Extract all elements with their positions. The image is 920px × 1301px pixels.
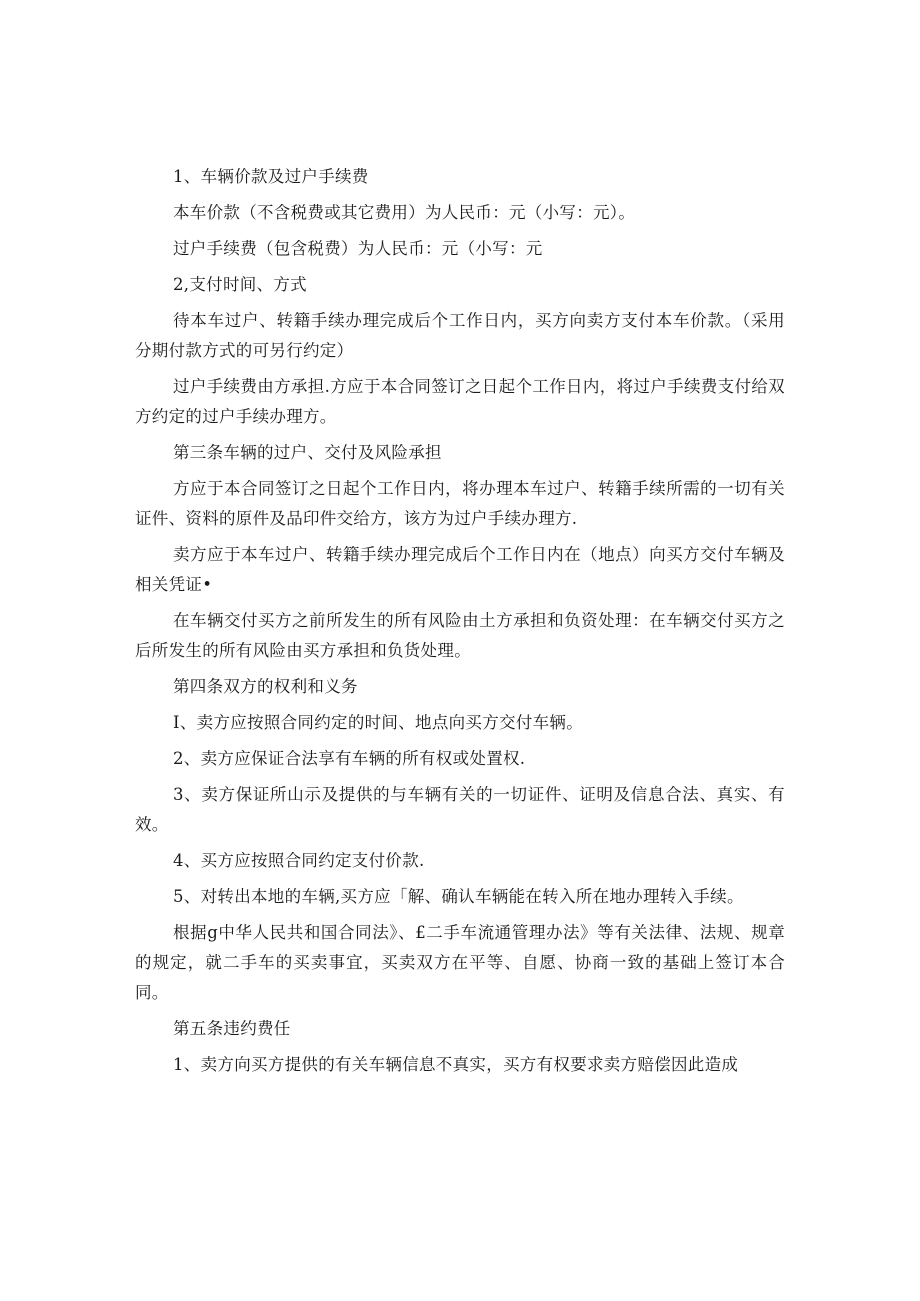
article-four-heading: 第四条双方的权利和义务 bbox=[173, 677, 358, 696]
clause-payment-terms: 待本车过户、转籍手续办理完成后个工作日内，买方向卖方支付本车价款。（采用分期付款方式的可另行约定） bbox=[135, 311, 785, 360]
clause-vehicle-delivery: 卖方应于本车过户、转籍手续办理完成后个工作日内在（地点）向买方交付车辆及相关凭证• bbox=[135, 545, 785, 594]
obligation-5: 5、对转出本地的车辆,买方应「解、确认车辆能在转入所在地办理转入手续。 bbox=[173, 887, 744, 906]
clause-transfer-fee: 过户手续费（包含税费）为人民币：元（小写：元 bbox=[173, 239, 543, 258]
clause-vehicle-price-heading: 1、车辆价款及过户手续费 bbox=[173, 167, 369, 186]
liability-1: 1、卖方向买方提供的有关车辆信息不真实，买方有权要求卖方赔偿因此造成 bbox=[173, 1055, 739, 1074]
obligation-3: 3、卖方保证所山示及提供的与车辆有关的一切证件、证明及信息合法、真实、有效。 bbox=[135, 785, 785, 834]
clause-vehicle-price: 本车价款（不含税费或其它费用）为人民币：元（小写：元）。 bbox=[173, 203, 636, 222]
article-five-heading: 第五条违约费任 bbox=[173, 1019, 291, 1038]
clause-payment-heading: 2,支付时间、方式 bbox=[173, 275, 307, 294]
clause-risk: 在车辆交付买方之前所发生的所有风险由土方承担和负资处理：在车辆交付买方之后所发生的所有风险由买方承担和负货处理。 bbox=[135, 611, 785, 660]
obligation-1: I、卖方应按照合同约定的时间、地点向买方交付车辆。 bbox=[173, 713, 584, 732]
obligation-2: 2、卖方应保证合法享有车辆的所有权或处置权. bbox=[173, 749, 526, 768]
contract-body bbox=[135, 162, 785, 1086]
legal-basis: 根据g中华人民共和国合同法》、£二手车流通管理办法》等有关法律、法规、规章的规定，就二手车的买卖事宜，买卖双方在平等、自愿、协商一致的基础上签订本合同。 bbox=[135, 923, 785, 1002]
clause-transfer-fee-payer: 过户手续费由方承担.方应于本合同签订之日起个工作日内，将过户手续费支付给双方约定的过户手续办理方。 bbox=[135, 377, 785, 426]
obligation-4: 4、买方应按照合同约定支付价款. bbox=[173, 851, 425, 870]
article-three-heading: 第三条车辆的过户、交付及风险承担 bbox=[173, 443, 442, 462]
clause-documents-handover: 方应于本合同签订之日起个工作日内，将办理本车过户、转籍手续所需的一切有关证件、资料的原件及品印件交给方，该方为过户手续办理方. bbox=[135, 479, 785, 528]
